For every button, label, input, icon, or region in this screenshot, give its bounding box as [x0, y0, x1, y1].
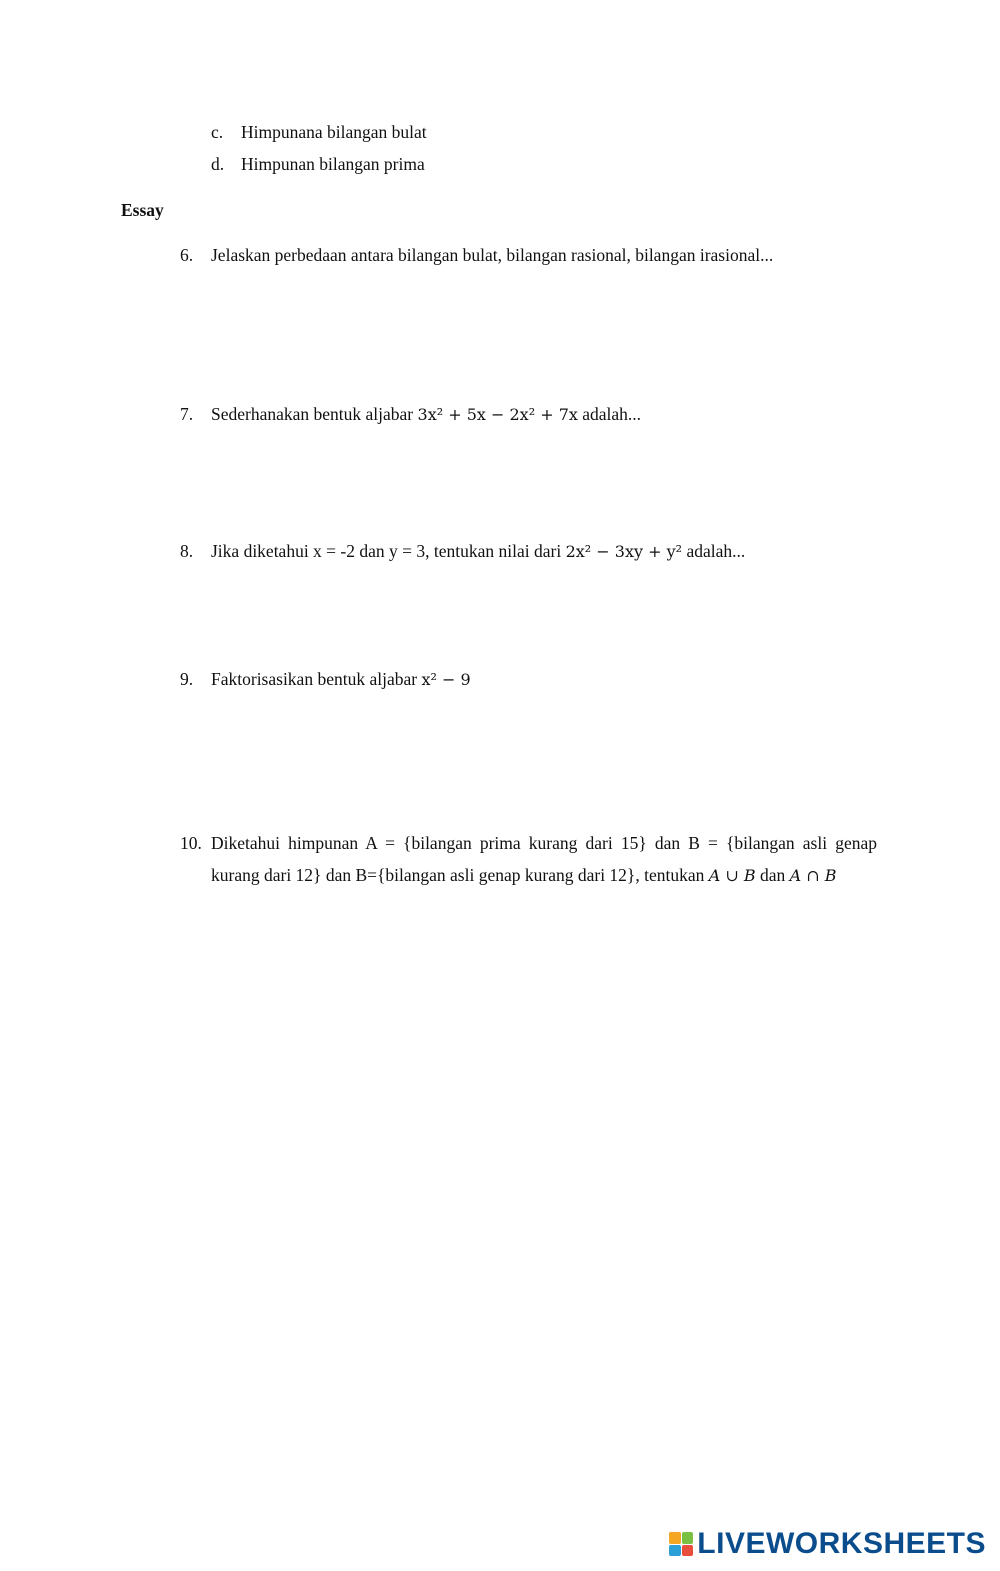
question-body [211, 403, 641, 426]
algebra-expression: 3x² + 5x − 2x² + 7x [417, 405, 578, 424]
question-number: 6. [180, 245, 194, 265]
question-text: Jika diketahui x = -2 dan y = 3, tentukan nilai dari [211, 541, 562, 561]
question-10-number: 10. [180, 833, 202, 853]
set-union-expression: A ∪ B [708, 866, 756, 885]
question-connector: dan [759, 865, 786, 885]
set-intersection-expression: A ∩ B [789, 866, 837, 885]
option-text: Himpunan bilangan prima [241, 154, 425, 174]
section-heading: Essay [121, 200, 164, 220]
option-letter: c. [211, 122, 224, 142]
question-10 [211, 827, 877, 892]
option-text: Himpunana bilangan bulat [241, 122, 427, 142]
algebra-expression: x² − 9 [421, 670, 471, 689]
liveworksheets-watermark [669, 1527, 986, 1561]
algebra-expression: 2x² − 3xy + y² [565, 542, 683, 561]
question-text: Diketahui himpunan A = {bilangan prima kurang dari 15} dan B = {bilangan asli genap kurang dari 12} dan B={bilangan asli genap kurang dari 12}, tentukan [211, 833, 877, 885]
question-number: 8. [180, 541, 194, 561]
question-suffix: adalah... [582, 404, 642, 424]
question-text: Faktorisasikan bentuk aljabar [211, 669, 418, 689]
question-body [211, 668, 471, 691]
watermark-text: LIVEWORKSHEETS [697, 1527, 986, 1560]
question-number: 7. [180, 404, 194, 424]
question-text: Sederhanakan bentuk aljabar [211, 404, 414, 424]
question-text: Jelaskan perbedaan antara bilangan bulat, bilangan rasional, bilangan irasional... [211, 245, 774, 265]
option-letter: d. [211, 154, 225, 174]
question-body [211, 540, 745, 563]
question-suffix: adalah... [686, 541, 746, 561]
liveworksheets-logo-icon [669, 1532, 693, 1556]
question-number: 9. [180, 669, 194, 689]
